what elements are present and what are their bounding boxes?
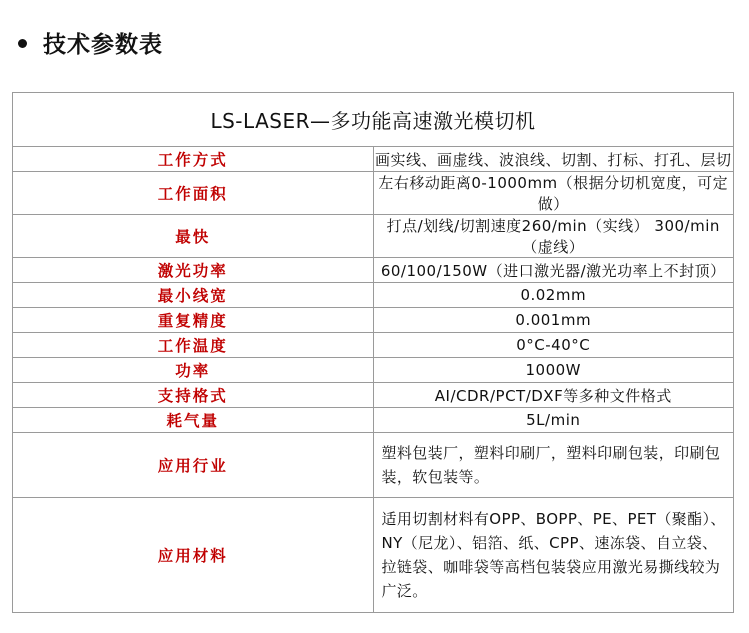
row-label: 工作温度 [13, 333, 374, 358]
row-label: 工作方式 [13, 147, 374, 172]
table-row [13, 433, 734, 498]
table-row [13, 383, 734, 408]
table-row [13, 498, 734, 613]
table-row [13, 308, 734, 333]
row-value: 左右移动距离0-1000mm（根据分切机宽度，可定做） [373, 172, 734, 215]
row-value: 0°C-40°C [373, 333, 734, 358]
table-row [13, 408, 734, 433]
row-label: 重复精度 [13, 308, 374, 333]
section-title: 技术参数表 [43, 32, 163, 58]
row-value: 1000W [373, 358, 734, 383]
spec-table [12, 92, 734, 613]
section-heading [18, 26, 163, 59]
table-row [13, 172, 734, 215]
row-value: 打点/划线/切割速度260/min（实线） 300/min（虚线） [373, 215, 734, 258]
table-row [13, 258, 734, 283]
row-value: 0.001mm [373, 308, 734, 333]
table-title: LS-LASER—多功能高速激光模切机 [13, 93, 734, 147]
row-value: AI/CDR/PCT/DXF等多种文件格式 [373, 383, 734, 408]
row-value: 画实线、画虚线、波浪线、切割、打标、打孔、层切 [373, 147, 734, 172]
row-value: 适用切割材料有OPP、BOPP、PE、PET（聚酯）、NY（尼龙）、铝箔、纸、CPP、速冻袋、自立袋、拉链袋、咖啡袋等高档包装袋应用激光易撕线较为广泛。 [373, 498, 734, 613]
table-row [13, 333, 734, 358]
table-row [13, 283, 734, 308]
table-row [13, 215, 734, 258]
row-value: 5L/min [373, 408, 734, 433]
bullet-icon [18, 39, 27, 48]
row-label: 支持格式 [13, 383, 374, 408]
row-label: 最小线宽 [13, 283, 374, 308]
row-label: 激光功率 [13, 258, 374, 283]
table-title-row [13, 93, 734, 147]
row-value: 0.02mm [373, 283, 734, 308]
row-value: 塑料包装厂，塑料印刷厂，塑料印刷包装，印刷包装，软包装等。 [373, 433, 734, 498]
row-label: 功率 [13, 358, 374, 383]
row-value: 60/100/150W（进口激光器/激光功率上不封顶） [373, 258, 734, 283]
row-label: 耗气量 [13, 408, 374, 433]
row-label: 应用行业 [13, 433, 374, 498]
row-label: 应用材料 [13, 498, 374, 613]
row-label: 工作面积 [13, 172, 374, 215]
table-row [13, 147, 734, 172]
table-row [13, 358, 734, 383]
row-label: 最快 [13, 215, 374, 258]
